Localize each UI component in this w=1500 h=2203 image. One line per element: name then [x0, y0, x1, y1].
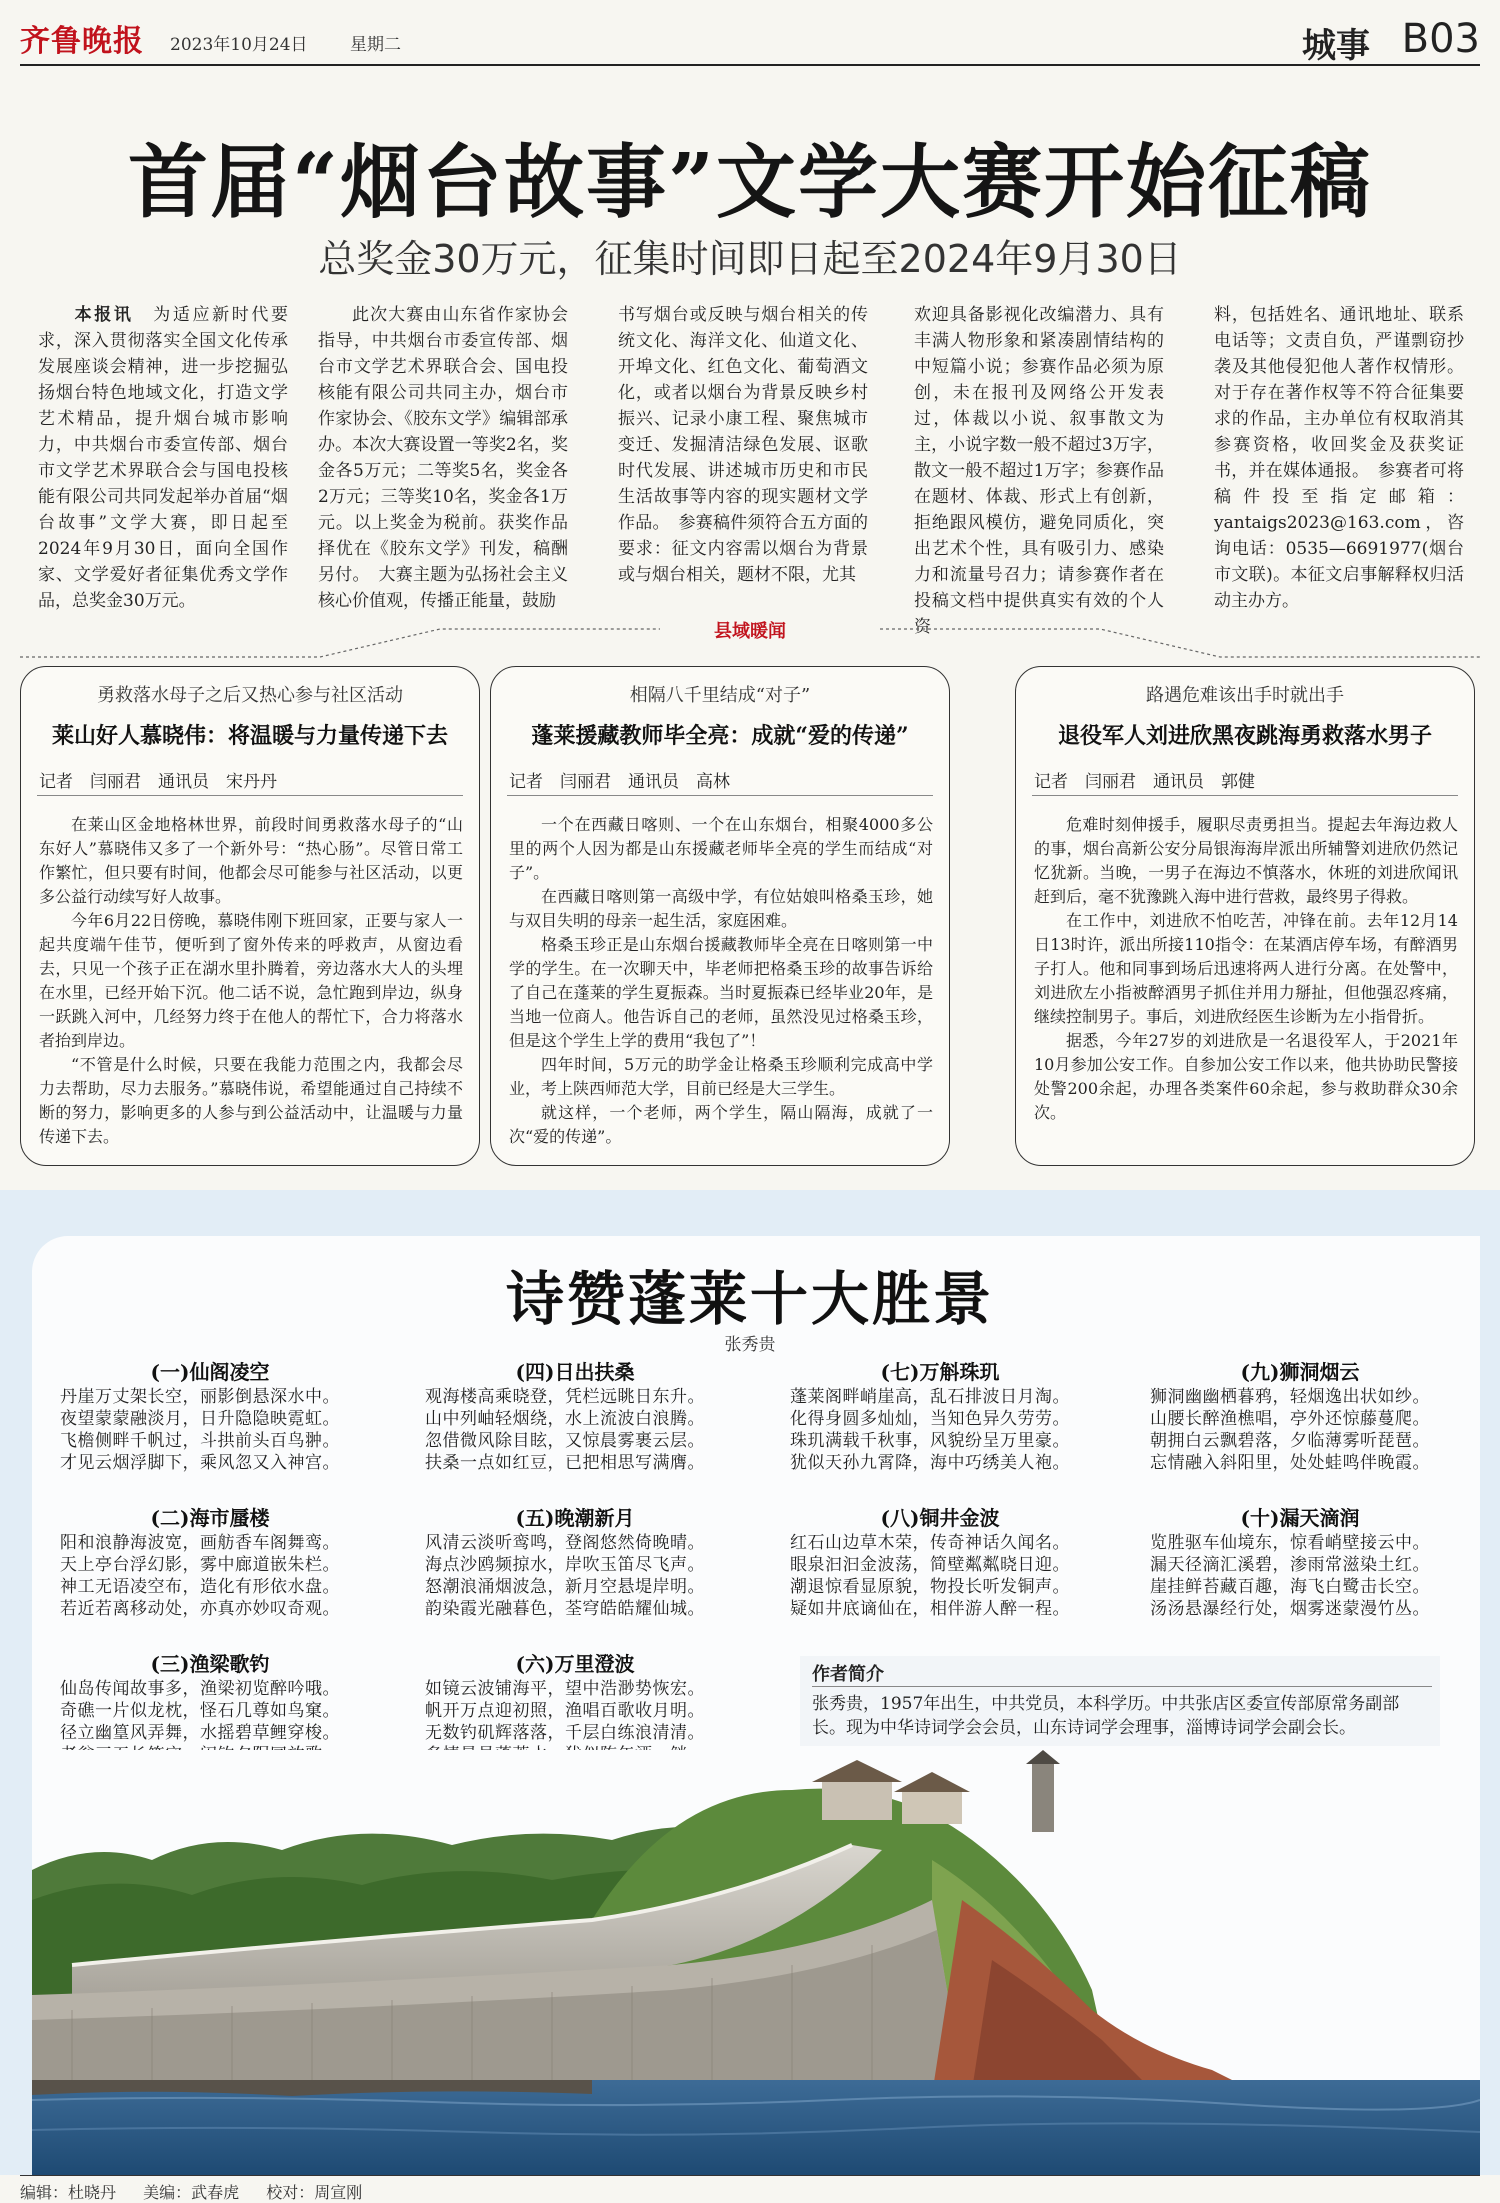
newspaper-logo: 齐鲁晚报 [20, 24, 144, 59]
poem-line: 帆开万点迎初照，渔唱百歌收月明。 [425, 1701, 705, 1721]
poem-column-1 [60, 1356, 360, 1776]
issue-date: 2023年10月24日 [170, 35, 308, 55]
article-column-1 [38, 302, 288, 614]
poem-line: 若近若离移动处，亦真亦妙叹奇观。 [60, 1599, 340, 1619]
article-column-2: 此次大赛由山东省作家协会指导，中共烟台市委宣传部、烟台市文学艺术界联合会、国电投核能有限公司共同主办，烟台市作家协会、《胶东文学》编辑部承办。本次大赛设置一等奖2名，奖金各5万元；二等奖5名，奖金各2万元；三等奖10名，奖金各1万元。以上奖金为税前。获奖作品择优在《胶东文学》刊发，稿酬另付。 大赛主题为弘扬社会主义核心价值观，传播正能量，鼓励 [318, 305, 568, 611]
byline-rule [507, 795, 933, 796]
poem-section-title: (九)狮洞烟云 [1240, 1360, 1360, 1384]
poem-line: 如镜云波铺海平，望中浩渺势恢宏。 [425, 1679, 705, 1699]
poem-line: 扶桑一点如红豆，已把相思写满膺。 [425, 1453, 705, 1473]
author-bio-label: 作者简介 [812, 1664, 884, 1685]
page-footer [20, 2175, 1480, 2203]
poem-line: 天上亭台浮幻影，雾中廊道嵌朱栏。 [60, 1555, 340, 1575]
poem-line: 狮洞幽幽栖暮鸦，轻烟逸出状如纱。 [1150, 1387, 1430, 1407]
poem-line: 忘情融入斜阳里，处处蛙鸣伴晚霞。 [1150, 1453, 1430, 1473]
story-paragraph: 就这样，一个老师，两个学生，隔山隔海，成就了一次“爱的传递”。 [509, 1103, 933, 1146]
story-byline: 记者 闫丽君 通讯员 高林 [509, 772, 730, 792]
byline-rule [1032, 795, 1458, 796]
poem-line: 汤汤悬瀑经行处，烟雾迷蒙漫竹丛。 [1150, 1599, 1430, 1619]
poem-line: 观海楼高乘晓登，凭栏远眺日东升。 [425, 1387, 705, 1407]
poem-line: 仙岛传闻故事多，渔梁初览醉吟哦。 [60, 1679, 340, 1699]
lead-subheadline: 总奖金30万元，征集时间即日起至2024年9月30日 [318, 237, 1182, 281]
section-label: 县域暖闻 [680, 617, 820, 643]
poem-line: 漏天径滴汇溪碧，渗雨常滋染土红。 [1150, 1555, 1430, 1575]
page-number: B03 [1401, 16, 1480, 62]
article-column-5: 料，包括姓名、通讯地址、联系电话等；文责自负，严谨剽窃抄袭及其他侵犯他人著作权情形。对于存在著作权等不符合征集要求的作品，主办单位有权取消其参赛资格，收回奖金及获奖证书，并在媒体通报。 参赛者可将稿件投至指定邮箱：yantaigs2023@163.com，咨询电话：0535—6691977(烟台市文联)。本征文启事解释权归活动主办方。 [1214, 305, 1464, 611]
poem-line: 犹似天孙九霄降，海中巧绣美人袍。 [790, 1453, 1070, 1473]
poem-line: 韵染霞光融暮色，荃穹皓皓耀仙城。 [425, 1599, 705, 1619]
story-body [509, 813, 933, 1149]
story-headline: 退役军人刘进欣黑夜跳海勇救落水男子 [1057, 723, 1432, 749]
poem-section-title: (五)晚潮新月 [515, 1506, 635, 1530]
poem-line: 夜望蒙蒙融淡月，日升隐隐映霓虹。 [60, 1409, 340, 1429]
poem-line: 径立幽篁风弄舞，水摇碧草鲤穿梭。 [60, 1723, 340, 1743]
lead-label: 本报讯 [72, 305, 134, 325]
poem-line: 珠玑满载千秋事，风貌纷呈万里豪。 [790, 1431, 1070, 1451]
poem-column-3 [790, 1356, 1090, 1636]
poem-line: 丹崖万丈架长空，丽影倒悬深水中。 [60, 1387, 340, 1407]
poem-line: 飞檐侧畔千帆过，斗拱前头百鸟翀。 [60, 1431, 340, 1451]
poem-line: 山中列岫轻烟绕，水上流波白浪腾。 [425, 1409, 705, 1429]
poem-column-2 [425, 1356, 725, 1776]
poem-section-title: (八)铜井金波 [880, 1506, 1000, 1530]
poem-line: 崖挂鲜苔藏百趣，海飞白鹭击长空。 [1150, 1577, 1430, 1597]
poem-line: 化得身圆多灿灿，当知色异久劳劳。 [790, 1409, 1070, 1429]
story-kicker: 勇救落水母子之后又热心参与社区活动 [97, 685, 403, 706]
poem-line: 神工无语凌空布，造化有形依水盘。 [60, 1577, 340, 1597]
story-paragraph: 据悉，今年27岁的刘进欣是一名退役军人，于2021年10月参加公安工作。自参加公安工作以来，他共协助民警接处警200余起，办理各类案件60余起，参与救助群众30余次。 [1034, 1031, 1458, 1122]
author-bio-text: 张秀贵，1957年出生，中共党员，本科学历。中共张店区委宣传部原常务副部长。现为中华诗词学会会员，山东诗词学会理事，淄博诗词学会副会长。 [812, 1694, 1400, 1738]
poem-title: 诗赞蓬莱十大胜景 [505, 1265, 994, 1333]
story-paragraph: 在西藏日喀则第一高级中学，有位姑娘叫格桑玉珍，她与双目失明的母亲一起生活，家庭困难。 [509, 887, 933, 930]
poem-line: 潮退惊看显原貌，物投长听发铜声。 [790, 1577, 1070, 1597]
story-box-2 [490, 666, 950, 1166]
footer-proofreader: 校对：周宣刚 [266, 2183, 363, 2202]
footer-designer: 美编：武春虎 [143, 2183, 240, 2202]
poem-section-title: (四)日出扶桑 [515, 1360, 635, 1384]
footer-editor: 编辑：杜晓丹 [20, 2183, 117, 2202]
poem-line: 海点沙鸥频掠水，岸吹玉笛尽飞声。 [425, 1555, 705, 1575]
story-headline: 蓬莱援藏教师毕全亮：成就“爱的传递” [531, 723, 909, 749]
story-body [1034, 813, 1458, 1125]
poem-line: 奇礁一片似龙枕，怪石几尊如鸟窠。 [60, 1701, 340, 1721]
story-paragraph: 在工作中，刘进欣不怕吃苦，冲锋在前。去年12月14日13时许，派出所接110指令：在某酒店停车场，有醉酒男子打人。他和同事到场后迅速将两人进行分离。在处警中，刘进欣左小指被醉酒男子抓住并用力掰扯，但他强忍疼痛，继续控制男子。事后，刘进欣经医生诊断为左小指骨折。 [1034, 911, 1458, 1026]
story-paragraph: 今年6月22日傍晚，慕晓伟刚下班回家，正要与家人一起共度端午佳节，便听到了窗外传来的呼救声，从窗边看去，只见一个孩子正在湖水里扑腾着，旁边落水大人的头埋在水里，已经开始下沉。他二话不说，急忙跑到岸边，纵身一跃跳入河中，几经努力终于在他人的帮忙下，合力将落水者抬到岸边。 [39, 911, 463, 1050]
poem-line: 朝拥白云飘碧落，夕临薄雾听琵琶。 [1150, 1431, 1430, 1451]
story-paragraph: 危难时刻伸援手，履职尽责勇担当。提起去年海边救人的事，烟台高新公安分局银海海岸派出所辅警刘进欣仍然记忆犹新。当晚，一男子在海边不慎落水，休班的刘进欣闻讯赶到后，毫不犹豫跳入海中进行营救，最终男子得救。 [1034, 815, 1458, 906]
article-column-3: 书写烟台或反映与烟台相关的传统文化、海洋文化、仙道文化、开埠文化、红色文化、葡萄酒文化，或者以烟台为背景反映乡村振兴、记录小康工程、聚焦城市变迁、发掘清洁绿色发展、讴歌时代发展、讲述城市历史和市民生活故事等内容的现实题材文学作品。 参赛稿件须符合五方面的要求：征文内容需以烟台为背景或与烟台相关，题材不限，尤其 [618, 305, 868, 585]
story-paragraph: 一个在西藏日喀则、一个在山东烟台，相聚4000多公里的两个人因为都是山东援藏老师毕全亮的学生而结成“对子”。 [509, 815, 933, 882]
story-kicker: 相隔八千里结成“对子” [629, 685, 811, 706]
byline-rule [37, 795, 463, 796]
poem-line: 山腰长醉渔樵唱，亭外还惊藤蔓爬。 [1150, 1409, 1430, 1429]
story-paragraph: 格桑玉珍正是山东烟台援藏教师毕全亮在日喀则第一中学的学生。在一次聊天中，毕老师把格桑玉珍的故事告诉给了自己在蓬莱的学生夏振森。当时夏振森已经毕业20年，是当地一位商人。他告诉自己的老师，虽然没见过格桑玉珍，但是这个学生上学的费用“我包了”！ [509, 935, 933, 1050]
poem-section-title: (七)万斛珠玑 [880, 1360, 1000, 1384]
poem-section-title: (十)漏天滴润 [1240, 1506, 1360, 1530]
story-paragraph: 在莱山区金地格林世界，前段时间勇救落水母子的“山东好人”慕晓伟又多了一个新外号：“热心肠”。尽管日常工作繁忙，但只要有时间，他都会尽可能参与社区活动，以更多公益行动续写好人故事。 [39, 815, 463, 906]
lead-headline: 首届“烟台故事”文学大赛开始征稿 [127, 135, 1373, 229]
article-text: 为适应新时代要求，深入贯彻落实全国文化传承发展座谈会精神，进一步挖掘弘扬烟台特色地域文化，打造文学艺术精品，提升烟台城市影响力，中共烟台市委宣传部、烟台市文学艺术界联合会与国电投核能有限公司共同发起举办首届“烟台故事”文学大赛，即日起至2024年9月30日，面向全国作家、文学爱好者征集优秀文学作品，总奖金30万元。 [38, 305, 289, 611]
poem-column-4 [1150, 1356, 1450, 1636]
story-paragraph: “不管是什么时候，只要在我能力范围之内，我都会尽力去帮助，尽力去服务。”慕晓伟说，希望能通过自己持续不断的努力，影响更多的人参与到公益活动中，让温暖与力量传递下去。 [39, 1055, 463, 1146]
story-kicker: 路遇危难该出手时就出手 [1146, 685, 1344, 706]
poem-author: 张秀贵 [724, 1335, 776, 1355]
story-byline: 记者 闫丽君 通讯员 宋丹丹 [39, 772, 277, 792]
poem-line: 眼泉汩汩金波荡，简壁粼粼晓日迎。 [790, 1555, 1070, 1575]
poem-line: 忽借微风除目眩，又惊晨雾裹云层。 [425, 1431, 705, 1451]
article-column-4: 欢迎具备影视化改编潜力、具有丰满人物形象和紧凑剧情结构的中短篇小说；参赛作品必须为原创，未在报刊及网络公开发表过，体裁以小说、叙事散文为主，小说字数一般不超过3万字，散文一般不超过1万字；参赛作品在题材、体裁、形式上有创新，拒绝跟风模仿，避免同质化，突出艺术个性，具有吸引力、感染力和流量号召力；请参赛作者在投稿文档中提供真实有效的个人资 [914, 305, 1164, 637]
poem-line: 疑如井底谪仙在，相伴游人醉一程。 [790, 1599, 1070, 1619]
story-headline: 莱山好人慕晓伟：将温暖与力量传递下去 [51, 723, 448, 749]
poem-line: 怒潮浪涌烟波急，新月空悬堤岸明。 [425, 1577, 705, 1597]
story-box-1 [20, 666, 480, 1166]
poem-line: 阳和浪静海波宽，画舫香车阁舞鸾。 [60, 1533, 340, 1553]
poem-section-title: (二)海市蜃楼 [150, 1506, 270, 1530]
poem-section-title: (三)渔梁歌钓 [150, 1652, 270, 1676]
poem-line: 蓬莱阁畔峭崖高，乱石排波日月淘。 [790, 1387, 1070, 1407]
penglai-pavilion-photo [32, 1750, 1480, 2175]
story-paragraph: 四年时间，5万元的助学金让格桑玉珍顺利完成高中学业，考上陕西师范大学，目前已经是大三学生。 [509, 1055, 933, 1098]
poem-line: 才见云烟浮脚下，乘风忽又入神宫。 [60, 1453, 340, 1473]
story-body [39, 813, 463, 1149]
section-name: 城事 [1302, 26, 1370, 66]
story-byline: 记者 闫丽君 通讯员 郭健 [1034, 772, 1255, 792]
poem-line: 览胜驱车仙境东，惊看峭壁接云中。 [1150, 1533, 1430, 1553]
story-box-3 [1015, 666, 1475, 1166]
poem-section-title: (一)仙阁凌空 [150, 1360, 270, 1384]
author-bio-rule [812, 1686, 1432, 1687]
poem-line: 风清云淡听鸾鸣，登阁悠然倚晚晴。 [425, 1533, 705, 1553]
poem-section-title: (六)万里澄波 [515, 1652, 635, 1676]
masthead [20, 8, 1480, 66]
poem-line: 红石山边草木荣，传奇神话久闻名。 [790, 1533, 1070, 1553]
issue-weekday: 星期二 [350, 35, 401, 55]
poem-line: 无数钓矶辉落落，千层白练浪清清。 [425, 1723, 705, 1743]
